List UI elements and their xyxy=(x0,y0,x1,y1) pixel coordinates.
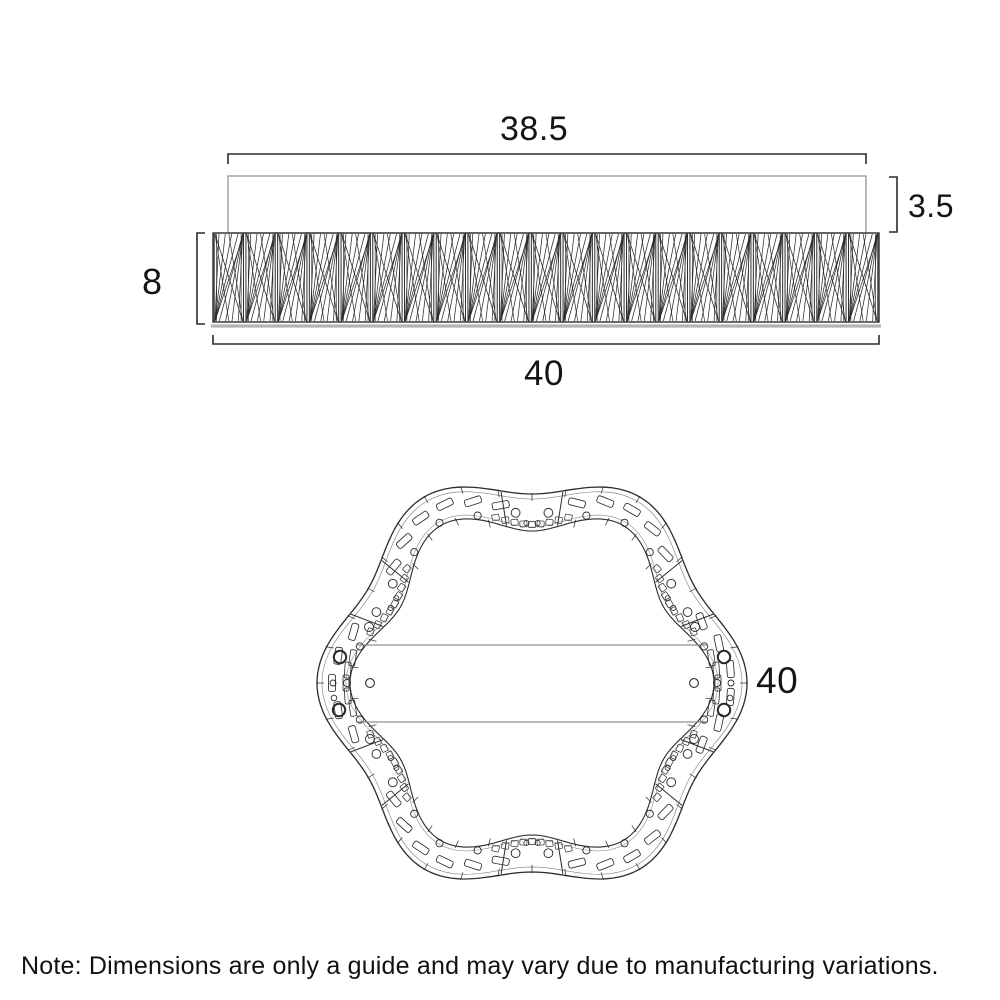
dim-label-canopy-height: 3.5 xyxy=(908,188,954,224)
canopy-outline xyxy=(228,176,866,233)
dim-line-40-side xyxy=(213,335,879,344)
dim-bracket-8 xyxy=(197,233,205,324)
dim-label-band-height: 8 xyxy=(142,261,163,302)
bottom-view-plan xyxy=(316,486,748,880)
note-text: Note: Dimensions are only a guide and may vary due to manufacturing variations. xyxy=(21,952,939,980)
dim-line-38-5 xyxy=(228,154,866,164)
dim-label-top-width: 38.5 xyxy=(500,110,569,148)
dim-label-overall-width: 40 xyxy=(524,354,564,393)
dim-label-overall-diameter: 40 xyxy=(756,660,799,701)
dim-bracket-3-5 xyxy=(889,177,897,232)
side-view-elevation xyxy=(197,154,897,344)
crystal-band-pattern xyxy=(213,233,879,322)
